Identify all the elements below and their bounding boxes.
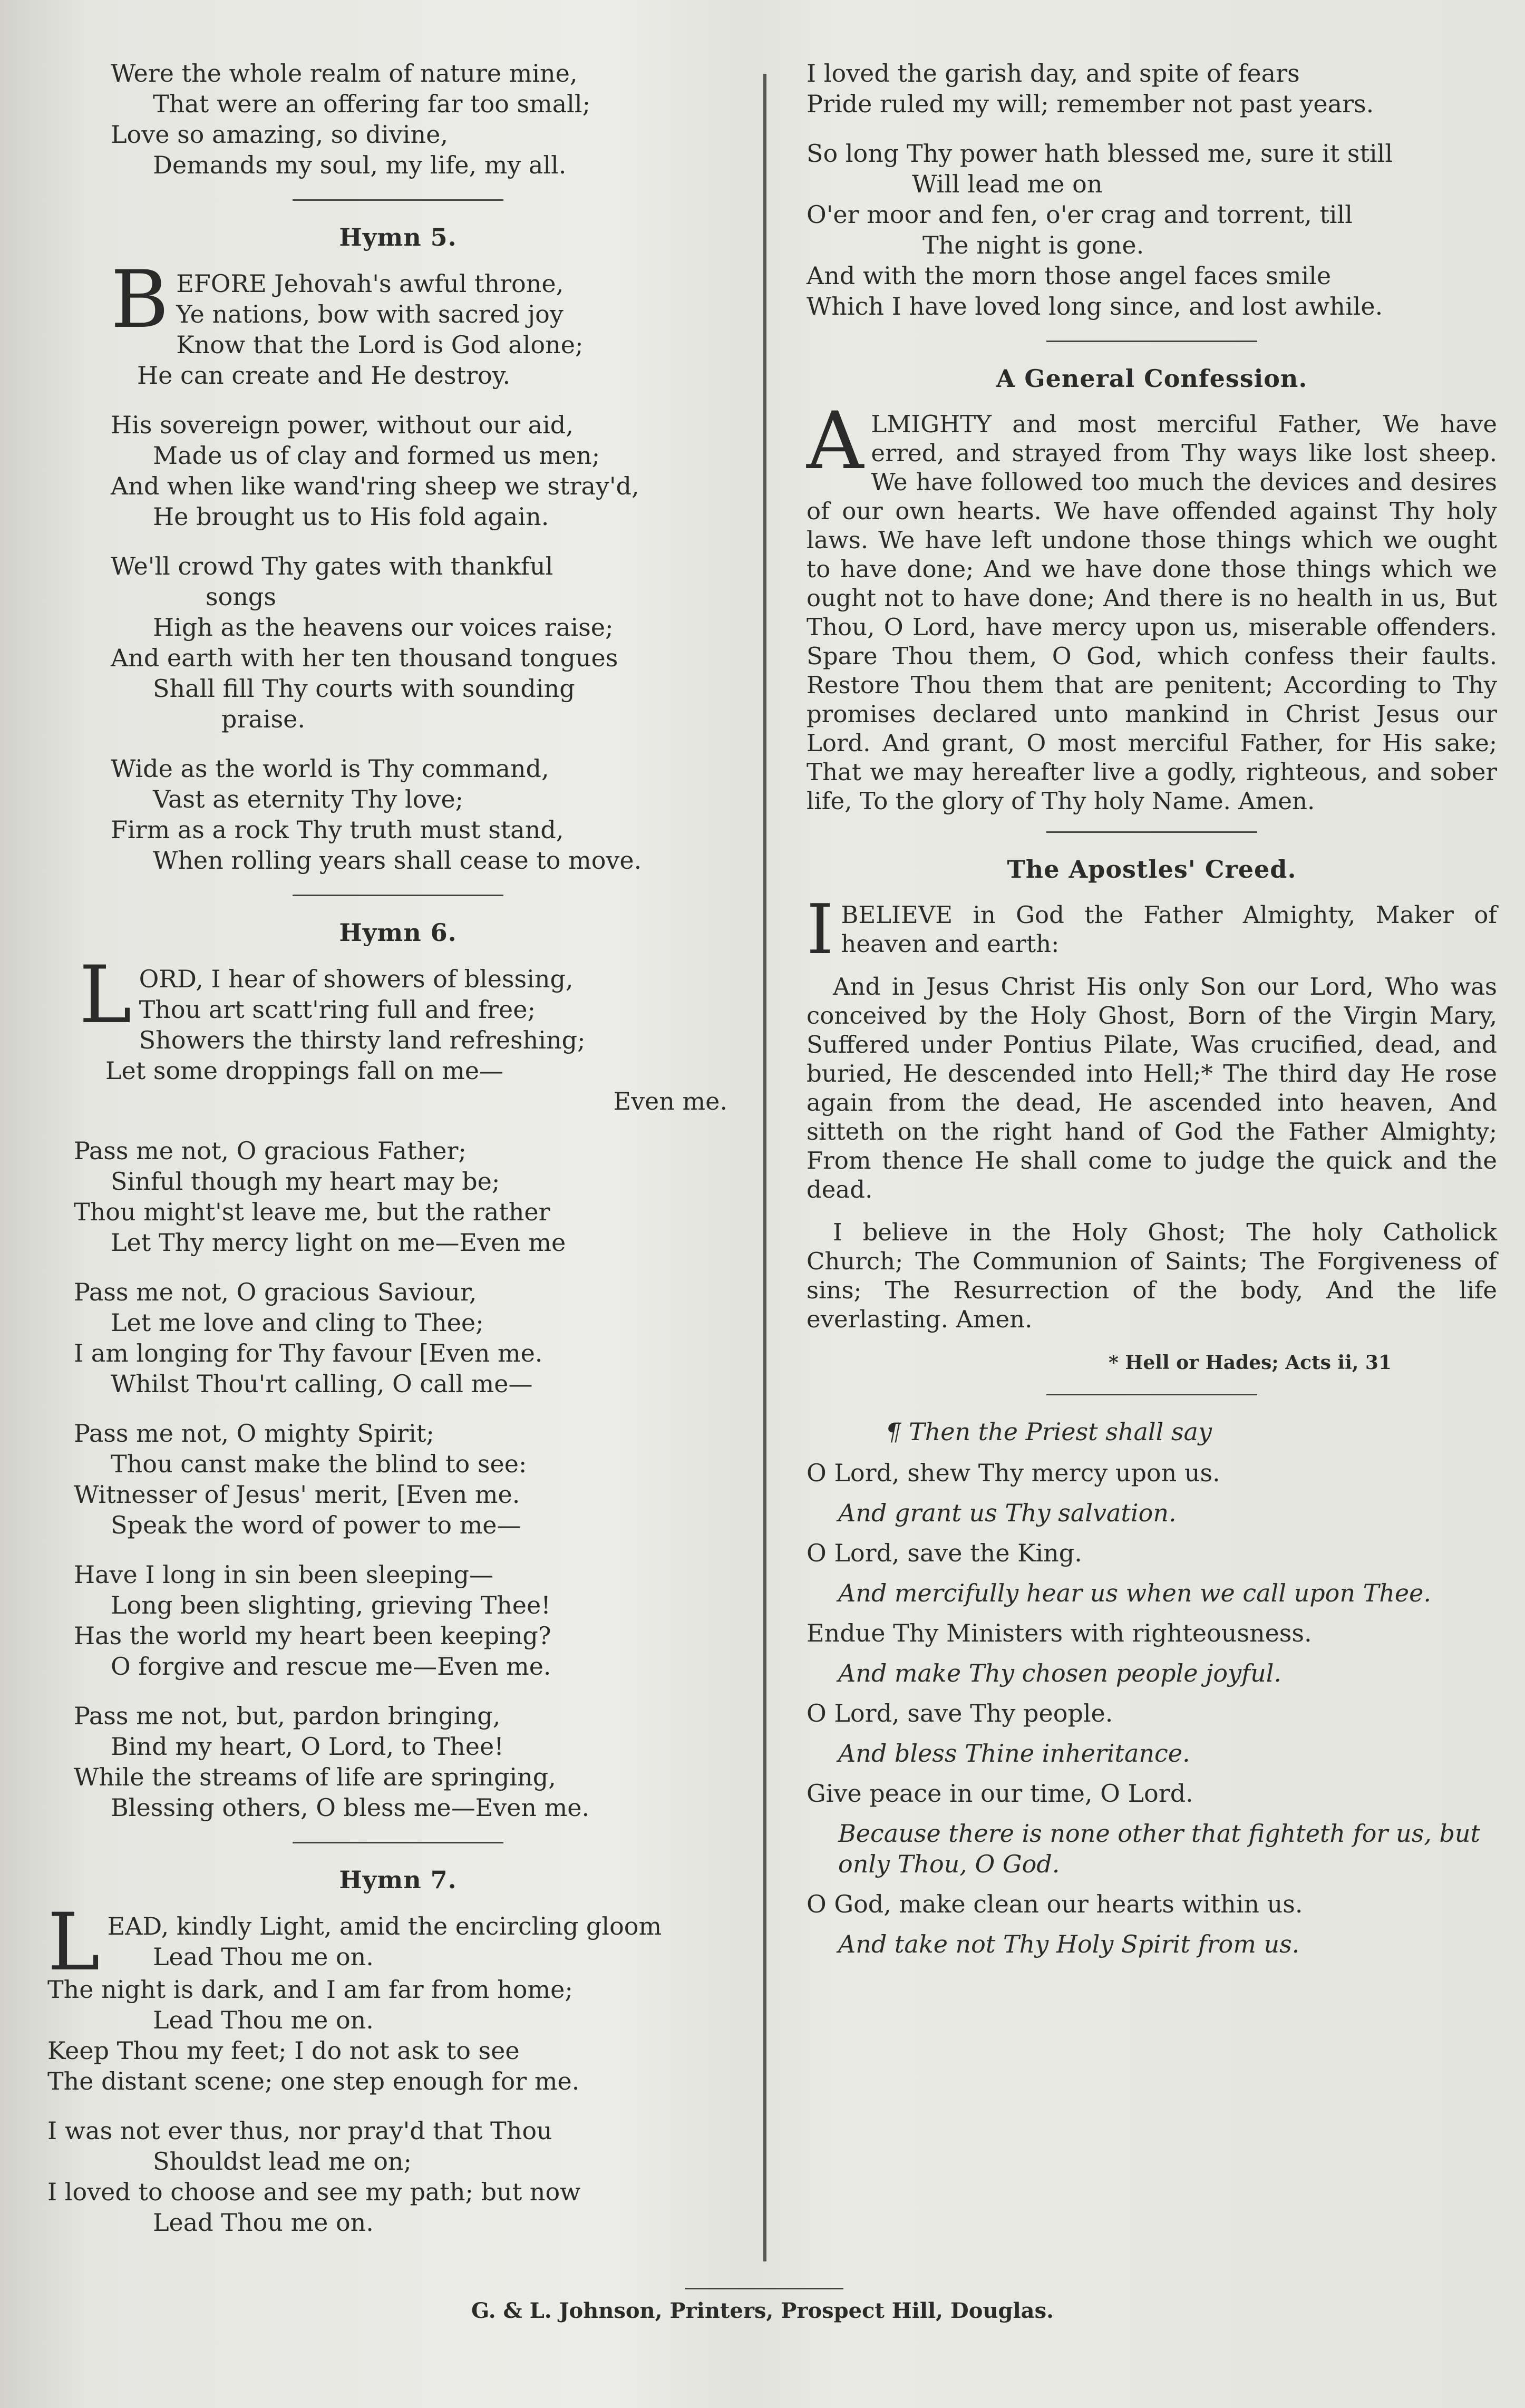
verse-line: While the streams of life are springing,: [74, 1763, 556, 1791]
rubric: ¶ Then the Priest shall say: [886, 1417, 1212, 1446]
verse-line: Love so amazing, so divine,: [111, 120, 448, 149]
verse-line: Whilst Thou'rt calling, O call me—: [111, 1370, 533, 1398]
section-rule: [1046, 341, 1257, 342]
verse-line: I am longing for Thy favour [Even me.: [74, 1339, 543, 1367]
verse-line: Even me.: [613, 1087, 727, 1115]
verse-line: Know that the Lord is God alone;: [176, 331, 584, 359]
versicle: O Lord, save Thy people.: [807, 1699, 1113, 1727]
verse-line: Vast as eternity Thy love;: [153, 785, 464, 813]
verse-line: And earth with her ten thousand tongues: [111, 644, 618, 672]
verse-line: Pass me not, O gracious Father;: [74, 1137, 467, 1165]
section-rule: [293, 1842, 503, 1843]
verse-line: Speak the word of power to me—: [111, 1511, 521, 1539]
section-rule: [293, 199, 503, 201]
verse-line: I loved to choose and see my path; but now: [47, 2178, 581, 2206]
verse-line: I loved the garish day, and spite of fears: [807, 59, 1300, 88]
verse-line: Pride ruled my will; remember not past years.: [807, 90, 1374, 118]
verse-line: EFORE Jehovah's awful throne,: [176, 269, 564, 298]
verse-line: ORD, I hear of showers of blessing,: [139, 965, 574, 993]
response: And take not Thy Holy Spirit from us.: [838, 1930, 1300, 1958]
hymn5-stanza-4: [47, 753, 749, 876]
verse-line: Which I have loved long since, and lost awhile.: [807, 292, 1383, 321]
versicle: O God, make clean our hearts within us.: [807, 1890, 1303, 1918]
verse-line: We'll crowd Thy gates with thankful: [111, 552, 553, 580]
drop-cap: L: [79, 949, 132, 1041]
verse-line: Ye nations, bow with sacred joy: [176, 300, 564, 328]
section-rule: [293, 895, 503, 896]
versicle: Endue Thy Ministers with righteousness.: [807, 1619, 1312, 1647]
verse-line: The night is gone.: [922, 231, 1144, 259]
verse-line: O forgive and rescue me—Even me.: [111, 1652, 551, 1681]
verse-line: EAD, kindly Light, amid the encircling gloom: [107, 1912, 662, 1940]
hymn6-stanza-3: [47, 1277, 749, 1399]
verse-line: And with the morn those angel faces smile: [807, 261, 1332, 290]
verse-line: High as the heavens our voices raise;: [153, 613, 614, 642]
verse-line: And when like wand'ring sheep we stray'd,: [111, 472, 639, 500]
verse-line: He brought us to His fold again.: [153, 502, 549, 531]
response: Because there is none other that fighteth for us, but only Thou, O God.: [838, 1819, 1481, 1878]
responses: [807, 1458, 1497, 1959]
versicle: Give peace in our time, O Lord.: [807, 1779, 1193, 1808]
hymn6-stanza-2: [47, 1135, 749, 1258]
verse-line: Sinful though my heart may be;: [111, 1167, 500, 1196]
verse-line: Made us of clay and formed us men;: [153, 441, 600, 470]
response: And mercifully hear us when we call upon Thee.: [838, 1579, 1431, 1607]
section-rule: [1046, 831, 1257, 833]
verse-line: His sovereign power, without our aid,: [111, 411, 574, 439]
verse-line: So long Thy power hath blessed me, sure it still: [807, 139, 1393, 168]
verse-line: Let Thy mercy light on me—Even me: [111, 1228, 566, 1257]
right-column: [807, 58, 1497, 1969]
response: And bless Thine inheritance.: [838, 1739, 1190, 1768]
verse-line: Will lead me on: [912, 170, 1103, 198]
creed-title: The Apostles' Creed.: [1007, 855, 1297, 883]
hymn5-title: Hymn 5.: [339, 223, 457, 251]
verse-line: Firm as a rock Thy truth must stand,: [111, 815, 564, 844]
creed-para-2: And in Jesus Christ His only Son our Lord, Who was conceived by the Holy Ghost, Born of the Virgin Mary, Suffered under Pontius Pilate, Was crucified, dead, and buried, He descended into Hell;* The third day He rose again from the dead, He ascended into heaven, And sitteth on the right hand of God the Father Almighty; From thence He shall come to judge the quick and the dead.: [807, 973, 1497, 1203]
hymn6-stanza-4: [47, 1418, 749, 1540]
hymn7-stanza-3: [807, 58, 1497, 119]
drop-cap: B: [111, 254, 169, 346]
verse-line: Showers the thirsty land refreshing;: [139, 1026, 586, 1054]
hymn7-stanza-1: [47, 1897, 749, 2096]
verse-line: He can create and He destroy.: [137, 361, 511, 390]
verse-line: Keep Thou my feet; I do not ask to see: [47, 2036, 520, 2065]
verse-line: Lead Thou me on.: [153, 2208, 374, 2237]
verse-line: Lead Thou me on.: [153, 2006, 374, 2034]
verse-line: Let me love and cling to Thee;: [111, 1308, 484, 1337]
drop-cap: A: [807, 395, 864, 487]
verse-line: praise.: [221, 705, 306, 733]
creed-footnote: * Hell or Hades; Acts ii, 31: [1109, 1352, 1392, 1374]
hymn7-stanza-2: [47, 2115, 749, 2238]
hymn5-stanza-3: [47, 551, 749, 734]
creed-para-3: I believe in the Holy Ghost; The holy Catholick Church; The Communion of Saints; The Forgiveness of sins; The Resurrection of the body, And the life everlasting. Amen.: [807, 1218, 1497, 1333]
stanza-continued: [47, 58, 749, 180]
verse-line: Thou might'st leave me, but the rather: [74, 1198, 550, 1226]
hymn6-stanza-1: [47, 949, 749, 1116]
verse-line: Pass me not, O gracious Saviour,: [74, 1278, 477, 1306]
column-divider: [763, 74, 766, 2261]
creed-text: BELIEVE in God the Father Almighty, Maker of heaven and earth:: [841, 901, 1497, 958]
verse-line: Pass me not, but, pardon bringing,: [74, 1702, 501, 1730]
verse-line: I was not ever thus, nor pray'd that Thou: [47, 2116, 552, 2145]
hymn5-stanza-1: [47, 254, 749, 391]
hymn6-stanza-6: [47, 1701, 749, 1823]
footer-rule: [685, 2288, 843, 2289]
verse-line: O'er moor and fen, o'er crag and torrent, till: [807, 200, 1353, 229]
verse-line: Pass me not, O mighty Spirit;: [74, 1419, 434, 1448]
verse-line: Witnesser of Jesus' merit, [Even me.: [74, 1480, 520, 1509]
drop-cap: L: [47, 1897, 100, 1988]
confession-body: LMIGHTY and most merciful Father, We have erred, and strayed from Thy ways like lost sheep. We have followed too much the devices and desires of our own hearts. We have offended against Thy holy laws. We have left undone those things which we ought to have done; And we have done those things which we ought not to have done; And there is no health in us, But Thou, O Lord, have mercy upon us, miserable offenders. Spare Thou them, O God, which confess their faults. Restore Thou them that are penitent; According to Thy promises declared unto mankind in Christ Jesus our Lord. And grant, O most merciful Father, for His sake; That we may hereafter live a godly, righteous, and sober life, To the glory of Thy holy Name. Amen.: [807, 410, 1497, 815]
response: And grant us Thy salvation.: [838, 1499, 1177, 1527]
versicle: O Lord, save the King.: [807, 1539, 1082, 1567]
hymn5-stanza-2: [47, 410, 749, 532]
verse-line: Bind my heart, O Lord, to Thee!: [111, 1732, 504, 1761]
section-rule: [1046, 1394, 1257, 1395]
verse-line: Let some droppings fall on me—: [105, 1056, 503, 1085]
left-column: [47, 58, 749, 2257]
confession-title: A General Confession.: [996, 364, 1308, 393]
hymn7-title: Hymn 7.: [339, 1866, 457, 1894]
confession-text: [807, 395, 1497, 815]
verse-line: Blessing others, O bless me—Even me.: [111, 1793, 590, 1822]
verse-line: That were an offering far too small;: [153, 90, 591, 118]
verse-line: When rolling years shall cease to move.: [153, 846, 642, 875]
verse-line: Were the whole realm of nature mine,: [111, 59, 578, 88]
hymn6-title: Hymn 6.: [339, 918, 457, 947]
verse-line: Thou canst make the blind to see:: [111, 1450, 527, 1478]
verse-line: Demands my soul, my life, my all.: [153, 151, 567, 179]
verse-line: Has the world my heart been keeping?: [74, 1621, 551, 1650]
verse-line: Long been slighting, grieving Thee!: [111, 1591, 551, 1619]
verse-line: Thou art scatt'ring full and free;: [139, 995, 536, 1024]
creed-para-1: [807, 889, 1497, 969]
versicle: O Lord, shew Thy mercy upon us.: [807, 1459, 1220, 1487]
printer-imprint: G. & L. Johnson, Printers, Prospect Hill, Douglas.: [471, 2298, 1054, 2323]
hymn7-stanza-4: [807, 138, 1497, 322]
verse-line: Have I long in sin been sleeping—: [74, 1560, 493, 1589]
verse-line: songs: [206, 582, 276, 611]
verse-line: The night is dark, and I am far from home;: [47, 1975, 573, 2004]
hymn6-stanza-5: [47, 1559, 749, 1682]
drop-cap: I: [807, 889, 834, 969]
response: And make Thy chosen people joyful.: [838, 1659, 1282, 1687]
verse-line: Shall fill Thy courts with sounding: [153, 674, 575, 703]
verse-line: The distant scene; one step enough for me.: [47, 2067, 580, 2095]
verse-line: Wide as the world is Thy command,: [111, 754, 549, 783]
verse-line: Shouldst lead me on;: [153, 2147, 412, 2176]
verse-line: Lead Thou me on.: [153, 1943, 374, 1971]
